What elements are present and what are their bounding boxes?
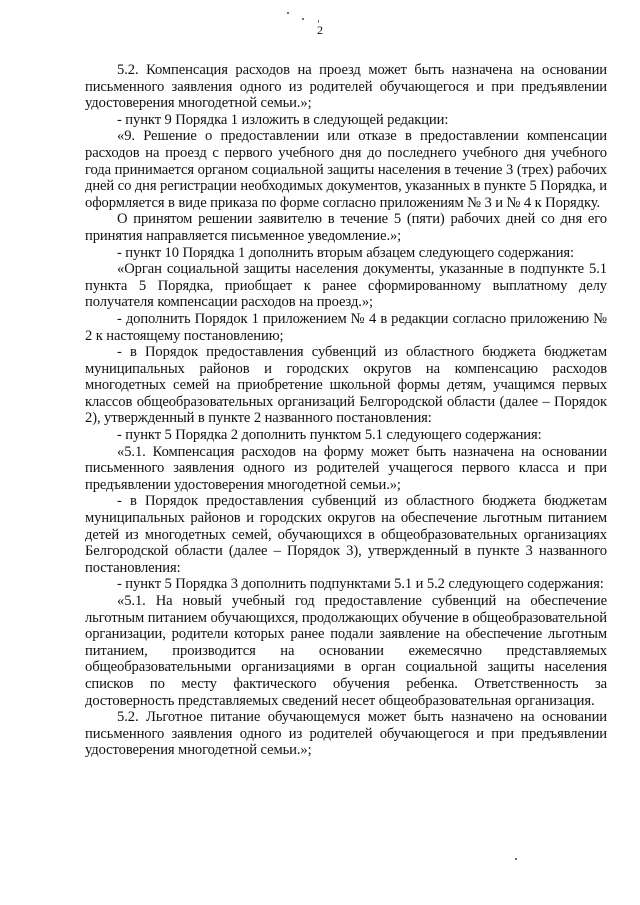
- paragraph: - пункт 5 Порядка 2 дополнить пунктом 5.1 следующего содержания:: [117, 427, 542, 444]
- scan-speck: [302, 18, 304, 20]
- paragraph: «9. Решение о предоставлении или отказе в предоставлении компенсации расходов на проезд с первого учебного дня до последнего учебного дня учебного года принимается органом социальной защиты населения в течение 3 (трех) рабочих дней со дня регистрации необходимых документов, указанных в пункте 5 Порядка, и оформляется в виде приказа по форме согласно приложениям № 3 и № 4 к Порядку.: [85, 128, 607, 211]
- paragraph: - в Порядок предоставления субвенций из областного бюджета бюджетам муниципальных районов и городских округов на компенсацию расходов многодетных семей на приобретение школьной формы детям, учащимся первых классов общеобразовательных организаций Белгородской области (далее – Порядок 2), утвержденный в пункте 2 названного постановления:: [85, 344, 607, 427]
- paragraph: 5.2. Льготное питание обучающемуся может быть назначено на основании письменного заявления одного из родителей обучающегося и при предъявлении удостоверения многодетной семьи.»;: [85, 709, 607, 759]
- paragraph: «5.1. На новый учебный год предоставление субвенций на обеспечение льготным питанием обучающихся, продолжающих обучение в общеобразовательной организации, родители которых ранее подали заявление на обеспечение льготным питанием, производится на основании ежемесячно представляемых общеобразовательными организациями в орган социальной защиты населения списков по месту фактического обучения ребенка. Ответственность за достоверность представляемых сведений несет общеобразовательная организация.: [85, 593, 607, 709]
- paragraph: - пункт 10 Порядка 1 дополнить вторым абзацем следующего содержания:: [117, 244, 574, 261]
- paragraph: - дополнить Порядок 1 приложением № 4 в редакции согласно приложению № 2 к настоящему постановлению;: [85, 310, 607, 344]
- paragraph: «Орган социальной защиты населения документы, указанные в подпункте 5.1 пункта 5 Порядка, приобщает к ранее сформированному выплатному делу получателя компенсации расходов на проезд.»;: [85, 261, 607, 311]
- paragraph: - пункт 9 Порядка 1 изложить в следующей редакции:: [117, 111, 449, 128]
- paragraph: 5.2. Компенсация расходов на проезд может быть назначена на основании письменного заявления одного из родителей обучающегося и при предъявлении удостоверения многодетной семьи.»;: [85, 62, 607, 112]
- scan-speck: [515, 858, 517, 860]
- paragraph: О принятом решении заявителю в течение 5 (пяти) рабочих дней со дня его принятия направляется письменное уведомление.»;: [85, 211, 607, 244]
- page-number: 2: [317, 23, 323, 37]
- document-body: [85, 62, 607, 759]
- scan-speck: [287, 12, 289, 14]
- paragraph: - пункт 5 Порядка 3 дополнить подпунктами 5.1 и 5.2 следующего содержания:: [117, 576, 604, 593]
- scan-speck: [318, 20, 319, 23]
- paragraph: «5.1. Компенсация расходов на форму может быть назначена на основании письменного заявления одного из родителей учащегося первого класса и при предъявлении удостоверения многодетной семьи.»;: [85, 443, 607, 493]
- paragraph: - в Порядок предоставления субвенций из областного бюджета бюджетам муниципальных районов и городских округов на обеспечение льготным питанием детей из многодетных семей, обучающихся в общеобразовательных организациях Белгородской области (далее – Порядок 3), утвержденный в пункте 3 названного постановления:: [85, 493, 607, 576]
